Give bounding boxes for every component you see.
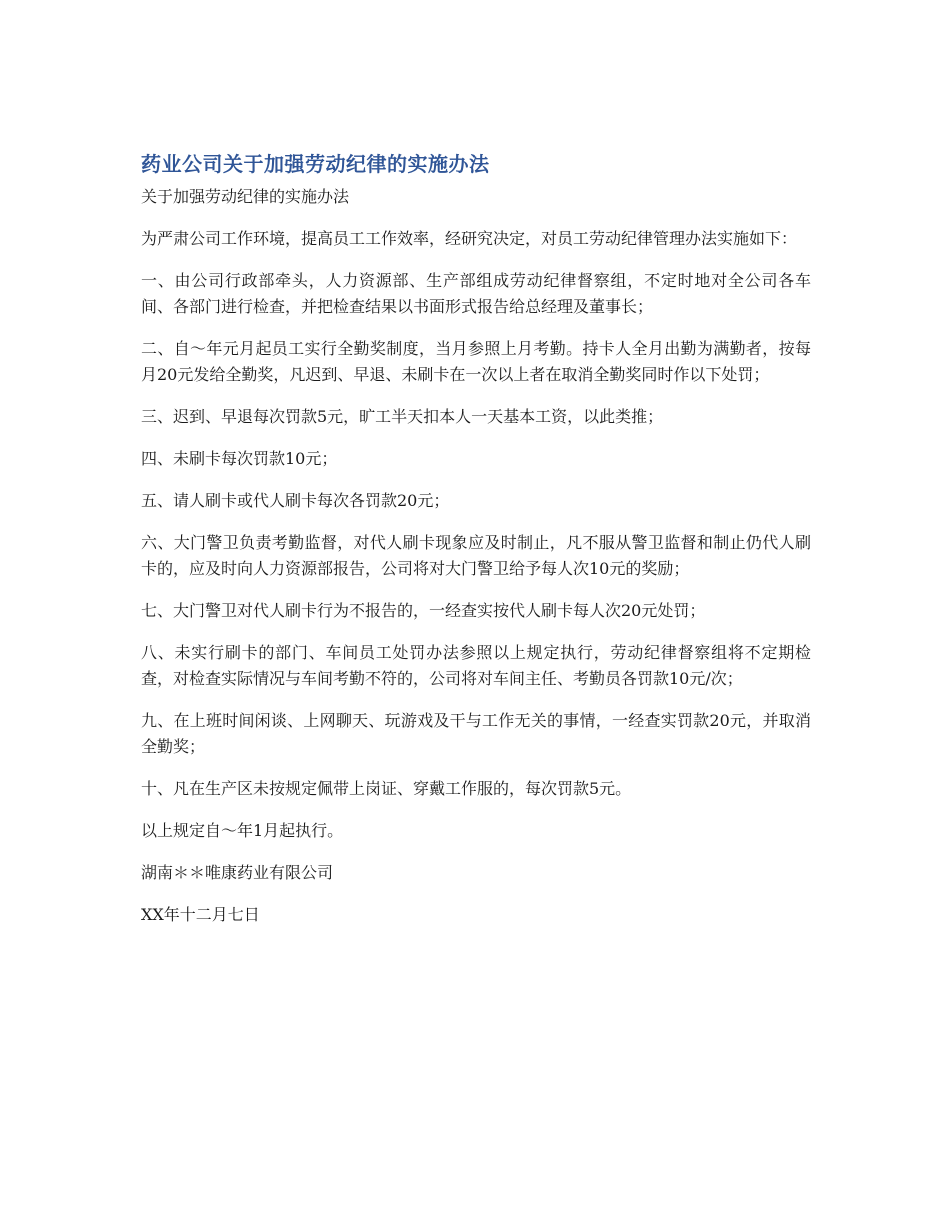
document-subtitle: 关于加强劳动纪律的实施办法 <box>141 187 350 206</box>
document-title: 药业公司关于加强劳动纪律的实施办法 <box>141 152 490 176</box>
rule-6: 六、大门警卫负责考勤监督，对代人刷卡现象应及时制止，凡不服从警卫监督和制止仍代人刷卡的，应及时向人力资源部报告，公司将对大门警卫给予每人次10元的奖励； <box>141 533 811 578</box>
rule-7: 七、大门警卫对代人刷卡行为不报告的，一经查实按代人刷卡每人次20元处罚； <box>141 601 706 620</box>
rule-3: 三、迟到、早退每次罚款5元，旷工半天扣本人一天基本工资，以此类推； <box>141 407 664 426</box>
rule-4: 四、未刷卡每次罚款10元； <box>141 449 338 468</box>
document-page <box>141 150 811 944</box>
effective-date-note: 以上规定自～年1月起执行。 <box>141 821 344 840</box>
rule-8: 八、未实行刷卡的部门、车间员工处罚办法参照以上规定执行，劳动纪律督察组将不定期检查，对检查实际情况与车间考勤不符的，公司将对车间主任、考勤员各罚款10元/次； <box>141 643 811 688</box>
company-signature: 湖南＊＊唯康药业有限公司 <box>141 863 334 882</box>
rule-5: 五、请人刷卡或代人刷卡每次各罚款20元； <box>141 491 450 510</box>
rule-10: 十、凡在生产区未按规定佩带上岗证、穿戴工作服的，每次罚款5元。 <box>141 779 632 798</box>
issue-date: XX年十二月七日 <box>141 905 260 924</box>
intro-paragraph: 为严肃公司工作环境，提高员工工作效率，经研究决定，对员工劳动纪律管理办法实施如下： <box>141 229 798 248</box>
rule-1: 一、由公司行政部牵头，人力资源部、生产部组成劳动纪律督察组，不定时地对全公司各车间、各部门进行检查，并把检查结果以书面形式报告给总经理及董事长； <box>141 271 811 316</box>
rule-9: 九、在上班时间闲谈、上网聊天、玩游戏及干与工作无关的事情，一经查实罚款20元，并取消全勤奖； <box>141 711 811 756</box>
rule-2: 二、自～年元月起员工实行全勤奖制度，当月参照上月考勤。持卡人全月出勤为满勤者，按每月20元发给全勤奖，凡迟到、早退、未刷卡在一次以上者在取消全勤奖同时作以下处罚； <box>141 339 811 384</box>
